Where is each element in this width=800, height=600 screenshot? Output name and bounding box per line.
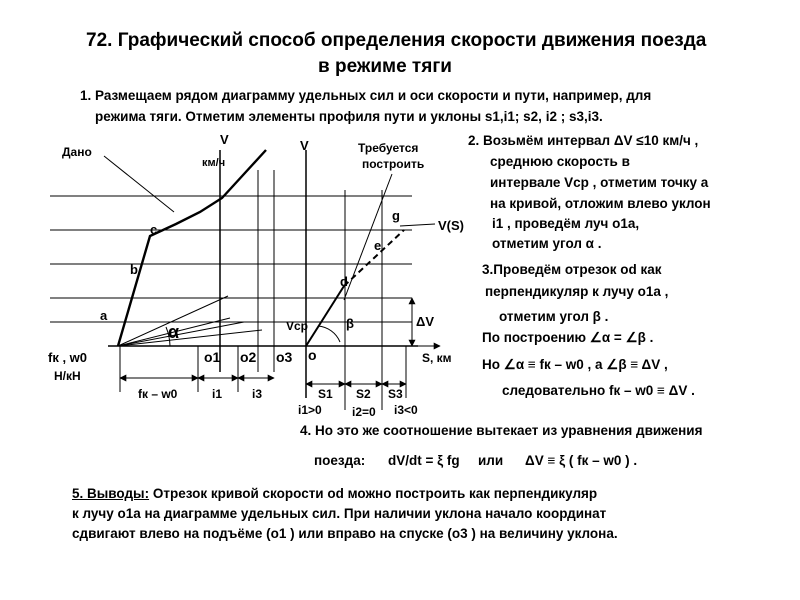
conclusion-text1: Отрезок кривой скорости od можно построить как перпендикуляр [149, 486, 598, 501]
label-o: o [308, 347, 317, 363]
label-o3: o3 [276, 349, 293, 365]
label-o2: o2 [240, 349, 257, 365]
dim-fk-w0: fк – w0 [138, 387, 178, 401]
label-required-2: построить [362, 157, 425, 171]
label-required-1: Требуется [358, 141, 419, 155]
label-v-axis2: V [300, 138, 309, 153]
label-vs: V(S) [438, 218, 464, 233]
step1-line2: режима тяги. Отметим элементы профиля пути и уклоны s1,i1; s2, i2 ; s3,i3. [95, 109, 603, 124]
label-fk-w0: fк , w0 [48, 350, 88, 365]
page-title: 72. Графический способ определения скорости движения поезда [86, 30, 707, 51]
label-n-per-kn: Н/кН [54, 369, 81, 383]
step2-line1: 2. Возьмём интервал ΔV ≤10 км/ч , [468, 133, 699, 148]
slope-i1: i1>0 [298, 403, 322, 417]
label-o1: o1 [204, 349, 221, 365]
label-b: b [130, 262, 138, 277]
step4-prefix: поезда: [314, 453, 366, 468]
label-c: c [150, 222, 158, 237]
label-v-unit: км/ч [202, 157, 226, 169]
label-given: Дано [62, 145, 92, 159]
step2-line4: на кривой, отложим влево уклон [490, 196, 711, 211]
dim-i1: i1 [212, 387, 223, 401]
label-e: e [374, 238, 382, 253]
step4-eq1: dV/dt = ξ fg [388, 453, 460, 468]
label-v-axis1: V [220, 132, 229, 147]
step3-line1: 3.Проведём отрезок od как [482, 262, 662, 277]
slope-i2: i2=0 [352, 405, 376, 419]
step4-eq2: ΔV ≡ ξ ( fк – w0 ) . [525, 453, 638, 468]
step2-line6: отметим угол α . [492, 236, 602, 251]
label-g: g [392, 208, 400, 223]
label-vcp: Vcp [286, 319, 309, 333]
label-a: a [100, 308, 108, 323]
conclusion-label: 5. Выводы: [72, 486, 150, 501]
dim-s1: S1 [318, 387, 333, 401]
step2-line3: интервале Vcp , отметим точку a [490, 175, 709, 190]
step3-line4: По построению ∠α = ∠β . [482, 330, 654, 345]
label-beta: β [346, 316, 354, 331]
label-d: d [340, 274, 348, 289]
step2-line5: i1 , проведём луч o1a, [492, 216, 640, 231]
step3-line3: отметим угол β . [499, 309, 609, 324]
label-s-km: S, км [422, 351, 452, 365]
dim-i3: i3 [252, 387, 263, 401]
step2-line2: среднюю скорость в [490, 154, 630, 169]
page-subtitle: в режиме тяги [318, 56, 452, 77]
dim-s3: S3 [388, 387, 403, 401]
step3-line2: перпендикуляр к лучу o1a , [485, 284, 669, 299]
step4-line1: 4. Но это же соотношение вытекает из уравнения движения [300, 423, 703, 438]
dim-s2: S2 [356, 387, 371, 401]
slope-i3: i3<0 [394, 403, 418, 417]
conclusion-line2: к лучу o1a на диаграмме удельных сил. При наличии уклона начало координат [72, 506, 607, 521]
label-alpha: α [168, 322, 180, 342]
step3-line6: следовательно fк – w0 ≡ ΔV . [502, 383, 695, 398]
step3-line5: Но ∠α ≡ fк – w0 , a ∠β ≡ ΔV , [482, 357, 668, 372]
step4-or: или [478, 453, 504, 468]
step1-line1: 1. Размещаем рядом диаграмму удельных сил и оси скорости и пути, например, для [80, 88, 652, 103]
conclusion-line3: сдвигают влево на подъёме (o1 ) или вправо на спуске (o3 ) на величину уклона. [72, 526, 618, 541]
label-dv: ΔV [416, 314, 435, 329]
